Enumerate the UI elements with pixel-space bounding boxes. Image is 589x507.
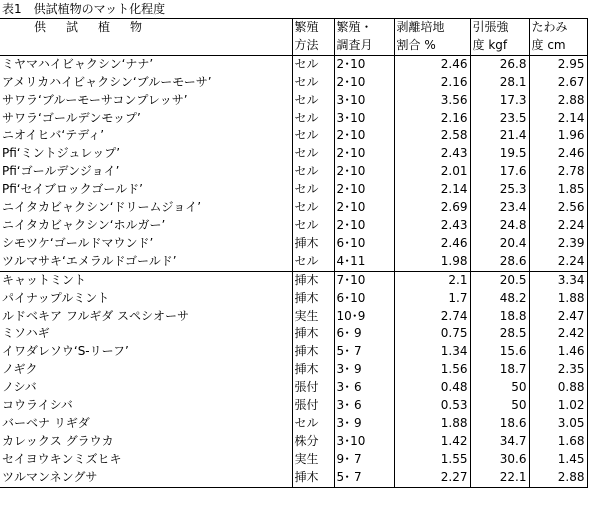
cell-tension: 18.7 — [470, 361, 529, 379]
table-row — [0, 253, 587, 271]
cell-peel: 2.43 — [394, 217, 470, 235]
cell-month: 2･10 — [334, 199, 394, 217]
table-row — [0, 199, 587, 217]
cell-tension: 21.4 — [470, 127, 529, 145]
cell-peel: 2.74 — [394, 308, 470, 326]
cell-plant: サワラ‘ゴールデンモップ’ — [0, 110, 292, 128]
table-row — [0, 74, 587, 92]
cell-method: セル — [292, 55, 334, 73]
table-row — [0, 235, 587, 253]
cell-month: 3･10 — [334, 433, 394, 451]
cell-plant: ニイタカビャクシン‘ホルガー’ — [0, 217, 292, 235]
cell-deflection: 1.85 — [529, 181, 587, 199]
header-deflection-line1: たわみ — [529, 19, 587, 37]
header-deflection-line2: 度 cm — [529, 37, 587, 55]
cell-month: 2･10 — [334, 163, 394, 181]
table-row — [0, 217, 587, 235]
cell-tension: 25.3 — [470, 181, 529, 199]
cell-peel: 2.16 — [394, 74, 470, 92]
header-propagation-line2: 方法 — [292, 37, 334, 55]
cell-method: 挿木 — [292, 361, 334, 379]
cell-deflection: 2.24 — [529, 253, 587, 271]
cell-tension: 18.6 — [470, 415, 529, 433]
cell-deflection: 1.46 — [529, 343, 587, 361]
cell-tension: 22.1 — [470, 469, 529, 487]
cell-deflection: 1.68 — [529, 433, 587, 451]
cell-deflection: 2.88 — [529, 92, 587, 110]
table-row — [0, 290, 587, 308]
cell-plant: Pfi‘セイブロックゴールド’ — [0, 181, 292, 199]
table-row — [0, 163, 587, 181]
cell-peel: 1.98 — [394, 253, 470, 271]
cell-tension: 24.8 — [470, 217, 529, 235]
cell-deflection: 2.88 — [529, 469, 587, 487]
cell-plant: パイナップルミント — [0, 290, 292, 308]
cell-peel: 2.14 — [394, 181, 470, 199]
cell-peel: 0.75 — [394, 325, 470, 343]
cell-method: セル — [292, 253, 334, 271]
cell-method: セル — [292, 415, 334, 433]
cell-tension: 17.6 — [470, 163, 529, 181]
cell-month: 2･10 — [334, 217, 394, 235]
cell-peel: 2.16 — [394, 110, 470, 128]
cell-deflection: 2.35 — [529, 361, 587, 379]
cell-tension: 17.3 — [470, 92, 529, 110]
table-row — [0, 308, 587, 326]
cell-deflection: 1.88 — [529, 290, 587, 308]
table-row — [0, 433, 587, 451]
cell-plant: イワダレソウ‘S-リーフ’ — [0, 343, 292, 361]
header-survey-line2: 調査月 — [334, 37, 394, 55]
cell-peel: 2.27 — [394, 469, 470, 487]
cell-month: 2･10 — [334, 181, 394, 199]
cell-peel: 1.34 — [394, 343, 470, 361]
cell-peel: 0.53 — [394, 397, 470, 415]
cell-plant: シモツケ‘ゴールドマウンド’ — [0, 235, 292, 253]
table-row — [0, 127, 587, 145]
table-row — [0, 325, 587, 343]
cell-peel: 1.7 — [394, 290, 470, 308]
cell-tension: 23.5 — [470, 110, 529, 128]
cell-tension: 26.8 — [470, 55, 529, 73]
cell-plant: サワラ‘ブルーモーサコンプレッサ’ — [0, 92, 292, 110]
cell-plant: コウライシバ — [0, 397, 292, 415]
cell-tension: 15.6 — [470, 343, 529, 361]
cell-peel: 1.55 — [394, 451, 470, 469]
cell-method: 株分 — [292, 433, 334, 451]
cell-deflection: 2.39 — [529, 235, 587, 253]
cell-plant: セイヨウキンミズヒキ — [0, 451, 292, 469]
cell-month: 6･10 — [334, 235, 394, 253]
header-propagation-line1: 繁殖 — [292, 19, 334, 37]
cell-peel: 2.69 — [394, 199, 470, 217]
cell-method: 挿木 — [292, 469, 334, 487]
cell-method: 挿木 — [292, 325, 334, 343]
cell-peel: 2.01 — [394, 163, 470, 181]
cell-plant: Pfi‘ミントジュレップ’ — [0, 145, 292, 163]
cell-method: セル — [292, 217, 334, 235]
cell-deflection: 3.34 — [529, 271, 587, 289]
cell-tension: 20.4 — [470, 235, 529, 253]
cell-deflection: 1.96 — [529, 127, 587, 145]
cell-peel: 0.48 — [394, 379, 470, 397]
cell-method: 張付 — [292, 397, 334, 415]
cell-method: 挿木 — [292, 290, 334, 308]
table-row — [0, 181, 587, 199]
table-row — [0, 145, 587, 163]
table-row — [0, 379, 587, 397]
table-row — [0, 110, 587, 128]
header-peel-line2: 割合 % — [394, 37, 470, 55]
table-row — [0, 343, 587, 361]
cell-method: セル — [292, 127, 334, 145]
cell-month: 5･ 7 — [334, 343, 394, 361]
cell-plant: ニオイヒバ‘テディ’ — [0, 127, 292, 145]
cell-deflection: 2.95 — [529, 55, 587, 73]
cell-method: 実生 — [292, 451, 334, 469]
cell-month: 10･9 — [334, 308, 394, 326]
cell-deflection: 2.24 — [529, 217, 587, 235]
header-plant-blank — [0, 37, 292, 55]
cell-deflection: 2.56 — [529, 199, 587, 217]
cell-method: セル — [292, 163, 334, 181]
cell-tension: 20.5 — [470, 271, 529, 289]
table-row — [0, 271, 587, 289]
cell-plant: ノシバ — [0, 379, 292, 397]
cell-month: 9･ 7 — [334, 451, 394, 469]
cell-deflection: 2.42 — [529, 325, 587, 343]
cell-peel: 2.1 — [394, 271, 470, 289]
cell-deflection: 3.05 — [529, 415, 587, 433]
cell-plant: ツルマサキ‘エメラルドゴールド’ — [0, 253, 292, 271]
cell-month: 2･10 — [334, 127, 394, 145]
cell-plant: キャットミント — [0, 271, 292, 289]
cell-tension: 34.7 — [470, 433, 529, 451]
cell-tension: 30.6 — [470, 451, 529, 469]
cell-month: 7･10 — [334, 271, 394, 289]
cell-tension: 28.1 — [470, 74, 529, 92]
cell-method: 挿木 — [292, 343, 334, 361]
mat-formation-table — [0, 18, 588, 488]
cell-plant: ツルマンネングサ — [0, 469, 292, 487]
cell-peel: 2.46 — [394, 55, 470, 73]
table-row — [0, 469, 587, 487]
cell-tension: 50 — [470, 379, 529, 397]
cell-peel: 2.58 — [394, 127, 470, 145]
cell-method: 実生 — [292, 308, 334, 326]
cell-deflection: 1.02 — [529, 397, 587, 415]
cell-method: セル — [292, 110, 334, 128]
cell-tension: 28.5 — [470, 325, 529, 343]
cell-peel: 2.43 — [394, 145, 470, 163]
cell-tension: 48.2 — [470, 290, 529, 308]
cell-plant: Pfi‘ゴールデンジョイ’ — [0, 163, 292, 181]
cell-month: 6･10 — [334, 290, 394, 308]
cell-deflection: 2.78 — [529, 163, 587, 181]
cell-plant: ミソハギ — [0, 325, 292, 343]
cell-month: 5･ 7 — [334, 469, 394, 487]
cell-deflection: 2.46 — [529, 145, 587, 163]
table-row — [0, 55, 587, 73]
cell-plant: ルドベキア フルギダ スペシオーサ — [0, 308, 292, 326]
table-row — [0, 451, 587, 469]
cell-peel: 1.56 — [394, 361, 470, 379]
cell-peel: 3.56 — [394, 92, 470, 110]
header-row-2 — [0, 37, 587, 55]
cell-peel: 1.88 — [394, 415, 470, 433]
cell-method: セル — [292, 181, 334, 199]
cell-month: 3･ 6 — [334, 397, 394, 415]
cell-tension: 18.8 — [470, 308, 529, 326]
cell-month: 3･ 9 — [334, 415, 394, 433]
cell-plant: ノギク — [0, 361, 292, 379]
cell-tension: 50 — [470, 397, 529, 415]
cell-deflection: 2.14 — [529, 110, 587, 128]
cell-month: 2･10 — [334, 74, 394, 92]
cell-method: セル — [292, 74, 334, 92]
cell-tension: 19.5 — [470, 145, 529, 163]
cell-month: 3･10 — [334, 110, 394, 128]
cell-month: 3･10 — [334, 92, 394, 110]
cell-method: 挿木 — [292, 271, 334, 289]
cell-tension: 23.4 — [470, 199, 529, 217]
cell-month: 4･11 — [334, 253, 394, 271]
cell-method: 張付 — [292, 379, 334, 397]
table-row — [0, 92, 587, 110]
header-tension-line1: 引張強 — [470, 19, 529, 37]
cell-method: セル — [292, 199, 334, 217]
cell-month: 2･10 — [334, 55, 394, 73]
table-row — [0, 361, 587, 379]
cell-method: 挿木 — [292, 235, 334, 253]
cell-month: 3･ 6 — [334, 379, 394, 397]
cell-month: 3･ 9 — [334, 361, 394, 379]
header-tension-line2: 度 kgf — [470, 37, 529, 55]
cell-tension: 28.6 — [470, 253, 529, 271]
table-row — [0, 415, 587, 433]
cell-deflection: 2.67 — [529, 74, 587, 92]
cell-month: 2･10 — [334, 145, 394, 163]
cell-peel: 2.46 — [394, 235, 470, 253]
header-survey-line1: 繁殖・ — [334, 19, 394, 37]
cell-peel: 1.42 — [394, 433, 470, 451]
header-row-1 — [0, 19, 587, 37]
cell-plant: ニイタカビャクシン‘ドリームジョイ’ — [0, 199, 292, 217]
table-title: 表1 供試植物のマット化程度 — [2, 2, 166, 16]
cell-deflection: 1.45 — [529, 451, 587, 469]
cell-plant: バーベナ リギダ — [0, 415, 292, 433]
cell-month: 6･ 9 — [334, 325, 394, 343]
cell-deflection: 0.88 — [529, 379, 587, 397]
table-row — [0, 397, 587, 415]
cell-method: セル — [292, 92, 334, 110]
header-plant: 供 試 植 物 — [0, 19, 292, 37]
cell-plant: アメリカハイビャクシン‘ブルーモーサ’ — [0, 74, 292, 92]
cell-plant: ミヤマハイビャクシン‘ナナ’ — [0, 55, 292, 73]
cell-plant: カレックス グラウカ — [0, 433, 292, 451]
header-peel-line1: 剥離培地 — [394, 19, 470, 37]
cell-deflection: 2.47 — [529, 308, 587, 326]
cell-method: セル — [292, 145, 334, 163]
